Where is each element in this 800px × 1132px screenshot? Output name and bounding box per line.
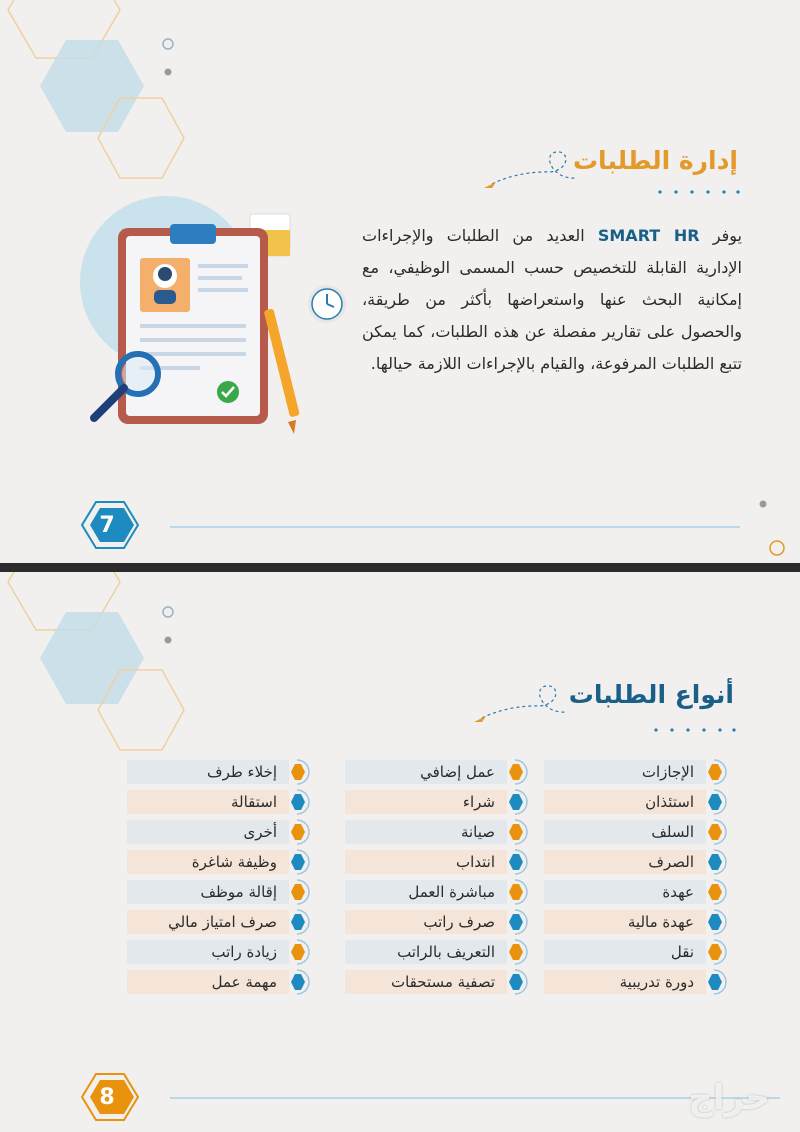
request-type-label: عمل إضافي — [345, 760, 507, 784]
list-item — [540, 850, 736, 874]
request-type-label: أخرى — [127, 820, 289, 844]
page-number: 7 — [99, 512, 115, 538]
brand-name: SMART HR — [597, 226, 700, 245]
page-number-badge — [80, 500, 134, 550]
request-type-label: انتداب — [345, 850, 507, 874]
clock-icon — [305, 282, 349, 326]
request-type-label: زيادة راتب — [127, 940, 289, 964]
hexagon-bullet-icon — [283, 937, 319, 967]
hexagon-bullet-icon — [700, 937, 736, 967]
hexagon-bullet-icon — [283, 757, 319, 787]
list-item — [341, 880, 537, 904]
hexagon-bullet-icon — [283, 907, 319, 937]
list-item — [540, 970, 736, 994]
request-type-label: نقل — [544, 940, 706, 964]
hexagon-bullet-icon — [283, 967, 319, 997]
list-item — [540, 880, 736, 904]
hexagon-bullet-icon — [700, 847, 736, 877]
slide-request-types — [0, 572, 800, 1132]
list-item — [123, 970, 319, 994]
page-number-badge — [80, 1072, 134, 1122]
description-paragraph — [362, 220, 742, 380]
request-type-label: صرف راتب — [345, 910, 507, 934]
request-type-label: الإجازات — [544, 760, 706, 784]
hexagon-bullet-icon — [501, 967, 537, 997]
request-type-label: استقالة — [127, 790, 289, 814]
list-item — [540, 940, 736, 964]
hexagon-bullet-icon — [501, 907, 537, 937]
list-item — [341, 910, 537, 934]
hexagon-bullet-icon — [501, 877, 537, 907]
list-item — [123, 850, 319, 874]
list-item — [341, 970, 537, 994]
watermark: حراج — [688, 1078, 770, 1118]
list-item — [123, 910, 319, 934]
list-item — [123, 790, 319, 814]
hexagon-bullet-icon — [501, 817, 537, 847]
request-type-label: صيانة — [345, 820, 507, 844]
list-item — [341, 940, 537, 964]
request-type-label: الصرف — [544, 850, 706, 874]
request-type-label: استئذان — [544, 790, 706, 814]
list-item — [540, 910, 736, 934]
hexagon-decoration — [0, 0, 240, 200]
hexagon-bullet-icon — [501, 757, 537, 787]
description-text: العديد من الطلبات والإجراءات الإدارية القابلة للتخصيص حسب المسمى الوظيفي، مع إمكانية البحث عنها واستعراضها بأكثر من طريقة، والحصول على تقارير مفصلة عن هذه الطلبات، كما يمكن تتبع الطلبات المرفوعة، والقيام بالإجراءات اللازمة حيالها. — [362, 226, 742, 373]
hexagon-bullet-icon — [700, 787, 736, 817]
list-item — [123, 880, 319, 904]
request-type-label: وظيفة شاغرة — [127, 850, 289, 874]
clipboard-profile-icon — [66, 190, 326, 440]
hexagon-bullet-icon — [283, 877, 319, 907]
hexagon-bullet-icon — [700, 817, 736, 847]
list-item — [341, 820, 537, 844]
page-title: أنواع الطلبات — [568, 680, 734, 709]
request-type-label: تصفية مستحقات — [345, 970, 507, 994]
request-type-label: شراء — [345, 790, 507, 814]
hexagon-bullet-icon — [501, 787, 537, 817]
list-item — [341, 790, 537, 814]
list-item — [540, 790, 736, 814]
request-type-label: التعريف بالراتب — [345, 940, 507, 964]
slide-request-management — [0, 0, 800, 563]
request-type-label: إخلاء طرف — [127, 760, 289, 784]
request-type-label: إقالة موظف — [127, 880, 289, 904]
list-item — [540, 820, 736, 844]
list-item — [123, 820, 319, 844]
list-item — [341, 760, 537, 784]
request-type-label: صرف امتياز مالي — [127, 910, 289, 934]
request-type-label: مباشرة العمل — [345, 880, 507, 904]
request-type-label: عهدة — [544, 880, 706, 904]
description-lead: يوفر — [712, 226, 743, 245]
hexagon-decoration — [0, 572, 240, 772]
hexagon-bullet-icon — [283, 817, 319, 847]
request-type-label: دورة تدريبية — [544, 970, 706, 994]
hexagon-bullet-icon — [501, 937, 537, 967]
hexagon-bullet-icon — [700, 907, 736, 937]
list-item — [123, 940, 319, 964]
hexagon-bullet-icon — [700, 967, 736, 997]
hexagon-bullet-icon — [700, 757, 736, 787]
hexagon-bullet-icon — [283, 787, 319, 817]
list-item — [123, 760, 319, 784]
page-number: 8 — [99, 1084, 115, 1110]
hexagon-bullet-icon — [501, 847, 537, 877]
request-type-label: السلف — [544, 820, 706, 844]
hexagon-bullet-icon — [700, 877, 736, 907]
list-item — [540, 760, 736, 784]
request-type-label: مهمة عمل — [127, 970, 289, 994]
request-type-label: عهدة مالية — [544, 910, 706, 934]
hexagon-bullet-icon — [283, 847, 319, 877]
page-title: إدارة الطلبات — [572, 146, 738, 175]
list-item — [341, 850, 537, 874]
